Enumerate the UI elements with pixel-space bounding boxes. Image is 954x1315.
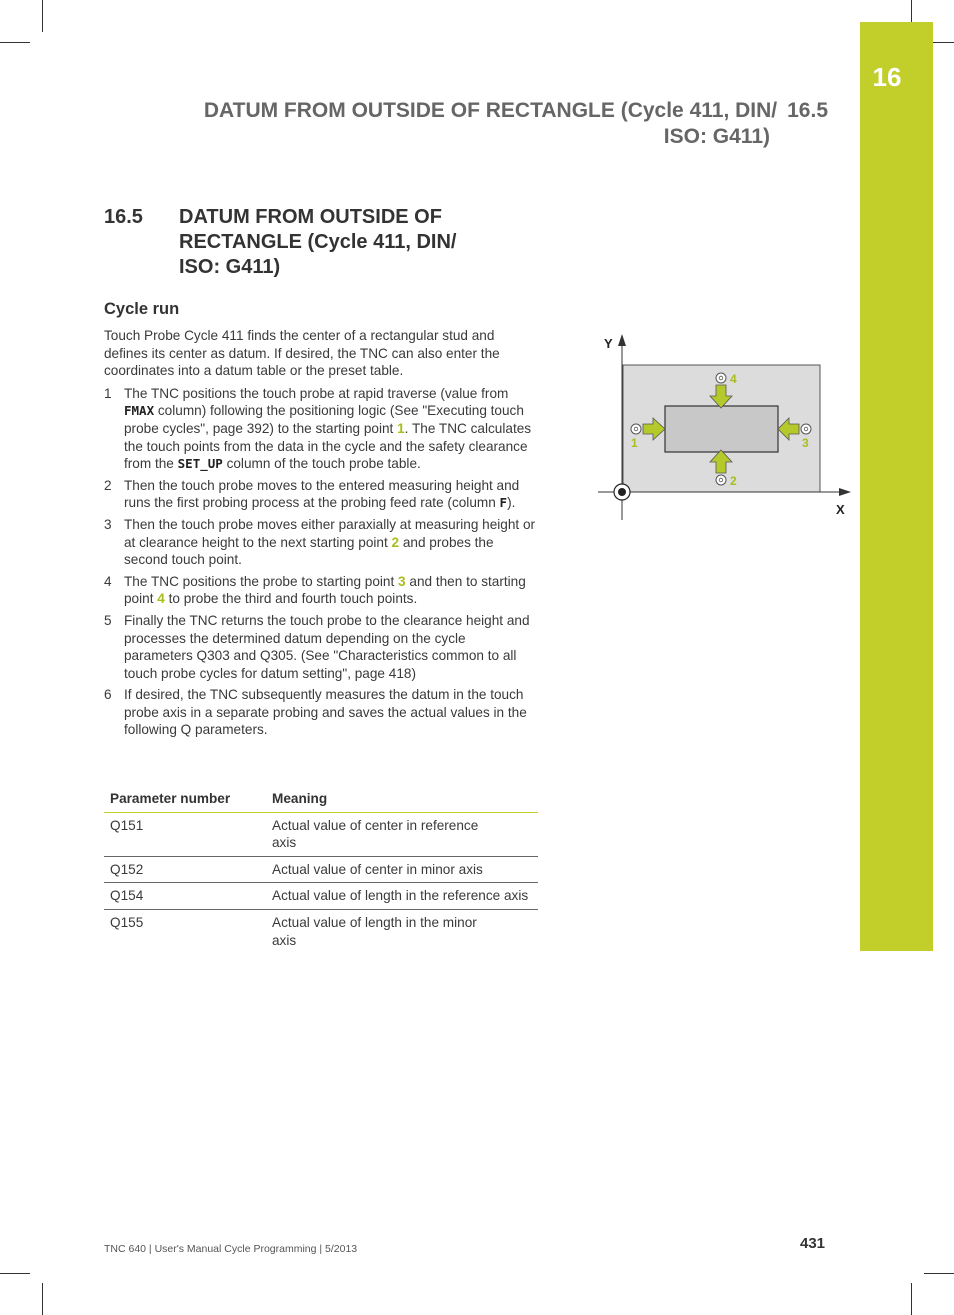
running-header [188, 98, 828, 150]
text-run: to probe the third and fourth touch points. [164, 591, 418, 607]
table-cell: Actual value of length in the reference axis [266, 883, 538, 910]
step-text: Finally the TNC returns the touch probe to the clearance height and processes the determined datum depending on the cycle parameters Q303 and Q305. (See "Characteristics common to all touch probe cycles for datum setting", page 418) [124, 612, 530, 681]
intro-paragraph: Touch Probe Cycle 411 finds the center of a rectangular stud and defines its center as datum. If desired, the TNC can also enter the coordinates into a datum table or the preset table. [104, 328, 500, 379]
list-item [104, 477, 538, 512]
table-cell: Q151 [104, 812, 266, 856]
step-number: 2 [104, 477, 112, 493]
list-item [104, 686, 538, 739]
step-number: 4 [104, 573, 112, 589]
section-title-2: RECTANGLE (Cycle 411, DIN/ [179, 231, 457, 253]
crop-mark [911, 1283, 912, 1315]
section-heading [104, 205, 534, 280]
point-ref: 1 [397, 420, 405, 436]
text-run: . The TNC calculates the touch points from the data in the cycle and the safety clearance from the [124, 420, 532, 472]
step-number: 3 [104, 516, 112, 532]
body-text [104, 327, 538, 743]
parameter-table [104, 786, 538, 953]
running-header-title-1: DATUM FROM OUTSIDE OF RECTANGLE (Cycle 411, DIN/ [203, 99, 778, 122]
keyword-set-up: SET_UP [177, 456, 223, 472]
point-label-4: 4 [730, 372, 737, 386]
point-ref: 4 [157, 591, 165, 607]
table-cell: Q152 [104, 856, 266, 883]
datum-icon [614, 484, 630, 500]
crop-mark [42, 0, 43, 32]
section-title-3: ISO: G411) [179, 256, 281, 278]
rectangular-stud [665, 406, 778, 452]
subheading-cycle-run: Cycle run [104, 300, 180, 318]
table-row [104, 812, 538, 856]
list-item [104, 612, 538, 682]
section-number: 16.5 [104, 206, 143, 228]
table-row [104, 909, 538, 953]
step-text [124, 385, 538, 473]
point-ref: 2 [391, 534, 400, 550]
keyword-fmax: FMAX [124, 403, 155, 419]
section-title-1: DATUM FROM OUTSIDE OF [179, 206, 442, 228]
table-row [104, 856, 538, 883]
column-header-parameter: Parameter number [104, 786, 266, 812]
text-run: The TNC positions the touch probe at rapid traverse (value from [124, 385, 509, 401]
probe-point-3-icon [801, 424, 811, 434]
text-run: column) following the positioning logic (See "Executing touch probe cycles", page 392) to the starting point [124, 403, 524, 436]
table-cell: Q155 [110, 914, 144, 930]
step-text: If desired, the TNC subsequently measures the datum in the touch probe axis in a separate probing and saves the actual values in the following Q parameters. [124, 687, 527, 738]
cycle-diagram [590, 330, 855, 520]
point-ref: 3 [398, 573, 406, 589]
text-run: Then the touch probe moves either paraxially at measuring height or at clearance height to the next starting point [124, 516, 536, 550]
list-item [104, 516, 538, 569]
table-cell: Actual value of length in the minor axis [272, 914, 477, 948]
running-header-title-2: ISO: G411) [663, 125, 770, 148]
crop-mark [924, 1273, 954, 1274]
text-run: and then to starting point [124, 573, 526, 607]
y-axis-arrow-icon [618, 334, 626, 346]
point-label-3: 3 [802, 436, 809, 450]
probe-point-4-icon [716, 373, 726, 383]
crop-mark [0, 42, 30, 43]
step-text [124, 573, 538, 608]
step-text [124, 477, 538, 512]
probe-point-2-icon [716, 475, 726, 485]
text-run: column of the touch probe table. [222, 456, 421, 472]
chapter-number: 16 [872, 62, 902, 92]
step-number: 5 [104, 612, 112, 628]
text-run: Then the touch probe moves to the entered measuring height and runs the first probing process at the probing feed rate (column [124, 477, 520, 511]
probe-point-1-icon [631, 424, 641, 434]
column-header-meaning: Meaning [266, 786, 538, 812]
text-run: and probes the second touch point. [124, 534, 494, 568]
point-label-1: 1 [631, 436, 638, 450]
table-header-row [104, 786, 538, 812]
crop-mark [911, 0, 912, 22]
page-number: 431 [800, 1235, 826, 1252]
crop-mark [42, 1283, 43, 1315]
table-cell: Actual value of center in reference axis [266, 812, 538, 856]
list-item [104, 385, 538, 473]
step-number: 6 [104, 687, 112, 703]
step-number: 1 [104, 385, 112, 401]
steps-list [104, 385, 538, 739]
point-label-2: 2 [730, 474, 737, 488]
x-axis-arrow-icon [839, 488, 851, 496]
footer-text: TNC 640 | User's Manual Cycle Programming | 5/2013 [104, 1243, 358, 1255]
text-run: ). [507, 495, 516, 511]
crop-mark [0, 1273, 30, 1274]
keyword-f: F [499, 495, 508, 511]
table-cell: Actual value of center in minor axis [266, 856, 538, 883]
table-cell: Q154 [104, 883, 266, 910]
table-row [104, 883, 538, 910]
running-header-section: 16.5 [787, 99, 828, 122]
list-item [104, 573, 538, 608]
y-axis-label: Y [604, 336, 613, 351]
chapter-tab [860, 22, 933, 951]
x-axis-label: X [836, 502, 845, 517]
text-run: The TNC positions the probe to starting point [124, 573, 399, 589]
step-text [124, 516, 538, 569]
